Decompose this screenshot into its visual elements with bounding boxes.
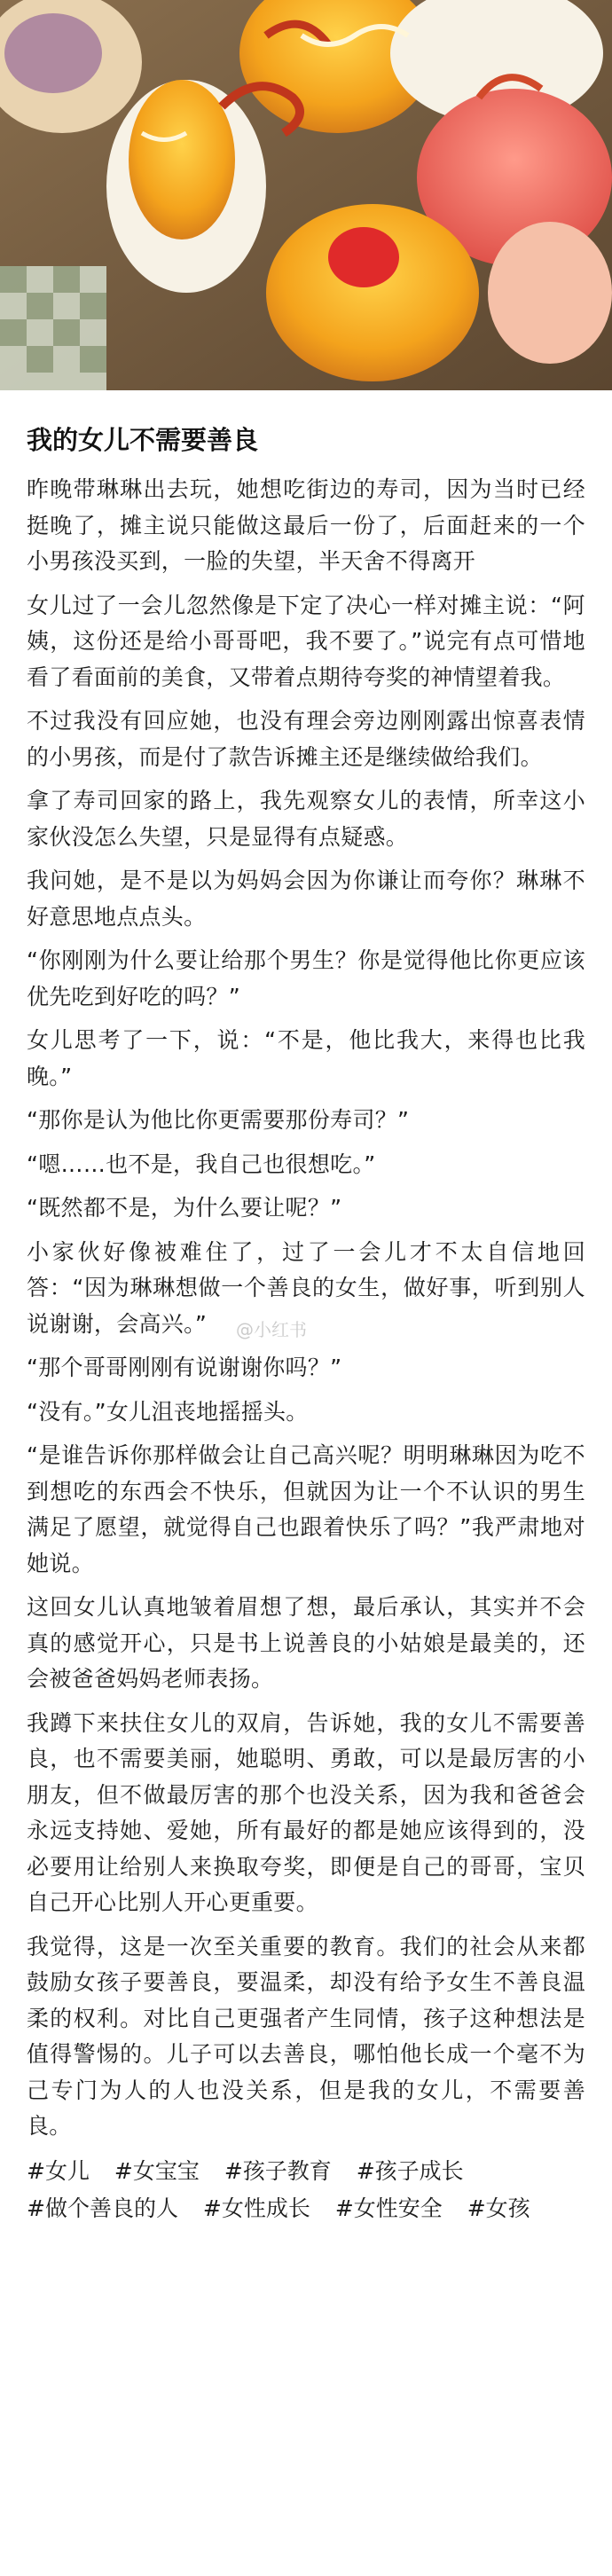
paragraph: “嗯……也不是，我自己也很想吃。” bbox=[27, 1151, 376, 1177]
hashtag-link[interactable]: #女儿 bbox=[27, 2157, 90, 2184]
paragraph: 小家伙好像被难住了，过了一会儿才不太自信地回答：“因为琳琳想做一个善良的女生，做好事，听到别人说谢谢，会高兴。” bbox=[27, 1238, 585, 1337]
paragraph: 昨晚带琳琳出去玩，她想吃街边的寿司，因为当时已经挺晚了，摊主说只能做这最后一份了，后面赶来的一个小男孩没买到，一脸的失望，半天舍不得离开 bbox=[27, 476, 585, 574]
sushi-photo-icon bbox=[0, 0, 612, 390]
watermark: @小红书 bbox=[236, 1319, 307, 1340]
paragraph: 拿了寿司回家的路上，我先观察女儿的表情，所幸这小家伙没怎么失望，只是显得有点疑惑。 bbox=[27, 788, 585, 850]
paragraph: “是谁告诉你那样做会让自己高兴呢？明明琳琳因为吃不到想吃的东西会不快乐，但就因为让一个不认识的男生满足了愿望，就觉得自己也跟着快乐了吗？”我严肃地对她说。 bbox=[27, 1442, 585, 1576]
paragraph: 不过我没有回应她，也没有理会旁边刚刚露出惊喜表情的小男孩，而是付了款告诉摊主还是继续做给我们。 bbox=[27, 708, 585, 770]
paragraph: “那你是认为他比你更需要那份寿司？” bbox=[27, 1107, 410, 1133]
article-title: 我的女儿不需要善良 bbox=[27, 425, 259, 455]
paragraph: “你刚刚为什么要让给那个男生？你是觉得他比你更应该优先吃到好吃的吗？” bbox=[27, 947, 585, 1009]
hashtag-link[interactable]: #女孩 bbox=[467, 2195, 530, 2221]
paragraph: 女儿思考了一下，说：“不是，他比我大，来得也比我晚。” bbox=[27, 1027, 585, 1089]
hashtag-link[interactable]: #女宝宝 bbox=[114, 2157, 200, 2184]
hashtag-link[interactable]: #孩子教育 bbox=[224, 2157, 332, 2184]
tag-list bbox=[27, 2153, 585, 2227]
sushi-photo bbox=[0, 0, 612, 390]
paragraph: “既然都不是，为什么要让呢？” bbox=[27, 1195, 342, 1221]
paragraph: 这回女儿认真地皱着眉想了想，最后承认，其实并不会真的感觉开心，只是书上说善良的小姑娘是最美的，还会被爸爸妈妈老师表扬。 bbox=[27, 1594, 585, 1692]
paragraph: 我问她，是不是以为妈妈会因为你谦让而夸你？琳琳不好意思地点点头。 bbox=[27, 868, 585, 930]
hashtag-link[interactable]: #孩子成长 bbox=[356, 2157, 464, 2184]
paragraph: 我觉得，这是一次至关重要的教育。我们的社会从来都鼓励女孩子要善良，要温柔，却没有给予女生不善良温柔的权利。对比自己更强者产生同情，孩子这种想法是值得警惕的。儿子可以去善良，哪怕他长成一个毫不为己专门为人的人也没关系，但是我的女儿，不需要善良。 bbox=[27, 1933, 585, 2139]
hashtag-link[interactable]: #女性安全 bbox=[334, 2195, 443, 2221]
hashtag-link[interactable]: #女性成长 bbox=[202, 2195, 310, 2221]
paragraph: “那个哥哥刚刚有说谢谢你吗？” bbox=[27, 1355, 342, 1380]
hashtag-link[interactable]: #做个善良的人 bbox=[27, 2195, 178, 2221]
article-body bbox=[27, 472, 585, 2145]
article bbox=[0, 401, 612, 2227]
paragraph: “没有。”女儿沮丧地摇摇头。 bbox=[27, 1398, 309, 1425]
paragraph: 我蹲下来扶住女儿的双肩，告诉她，我的女儿不需要善良，也不需要美丽，她聪明、勇敢，可以是最厉害的小朋友，但不做最厉害的那个也没关系，因为我和爸爸会永远支持她、爱她，所有最好的都是她应该得到的，没必要用让给别人来换取夸奖，即便是自己的哥哥，宝贝自己开心比别人开心更重要。 bbox=[27, 1709, 585, 1915]
paragraph: 女儿过了一会儿忽然像是下定了决心一样对摊主说：“阿姨，这份还是给小哥哥吧，我不要了。”说完有点可惜地看了看面前的美食，又带着点期待夸奖的神情望着我。 bbox=[27, 592, 585, 690]
